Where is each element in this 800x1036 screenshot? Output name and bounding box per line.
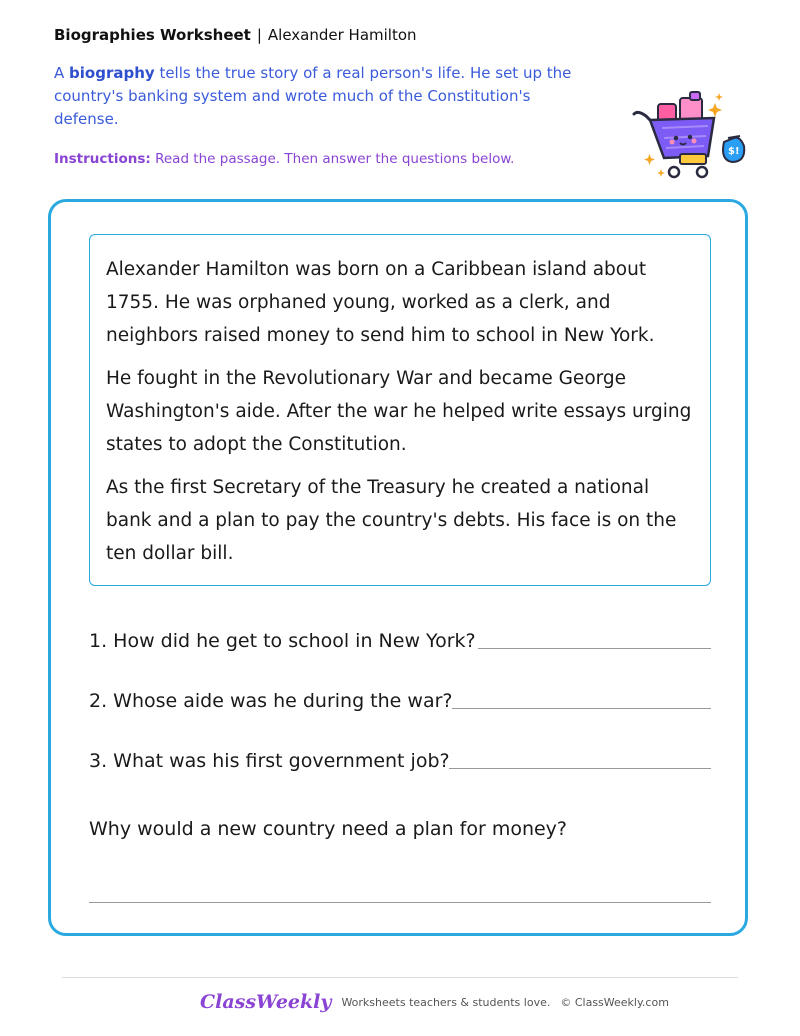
- passage-paragraph: Alexander Hamilton was born on a Caribbean island about 1755. He was orphaned young, worked as a clerk, and neighbors raised money to send him to school in New York.: [106, 259, 655, 346]
- answer-line-3[interactable]: [449, 768, 711, 769]
- passage-paragraph: As the first Secretary of the Treasury he created a national bank and a plan to pay the country's debts. His face is on the ten dollar bill.: [106, 477, 677, 564]
- instructions-text: Read the passage. Then answer the questions below.: [150, 151, 515, 167]
- intro-text: [54, 62, 594, 131]
- reading-passage: [89, 234, 711, 586]
- passage-paragraph: He fought in the Revolutionary War and became George Washington's aide. After the war he helped write essays urging states to adopt the Constitution.: [106, 368, 692, 455]
- footer-divider: [62, 977, 738, 978]
- footer-copyright: © ClassWeekly.com: [560, 995, 669, 1009]
- answer-line-1[interactable]: [478, 648, 711, 649]
- footer: [200, 988, 669, 1016]
- question-3: 3. What was his first government job?: [89, 750, 450, 772]
- instructions: [54, 151, 514, 167]
- answer-line-2[interactable]: [452, 708, 711, 709]
- footer-tagline: Worksheets teachers & students love.: [341, 995, 551, 1009]
- intro-prefix: A: [54, 64, 70, 82]
- worksheet-header: [54, 26, 417, 44]
- instructions-label: Instructions:: [54, 151, 151, 167]
- brand-logo: ClassWeekly: [200, 991, 332, 1013]
- svg-text:$!: $!: [728, 146, 740, 157]
- intro-term: biography: [69, 64, 155, 82]
- worksheet-subject: Alexander Hamilton: [267, 26, 417, 44]
- intro-body: tells the true story of a real person's life. He set up the country's banking system and wrote much of the Constitution's defense.: [54, 64, 572, 128]
- question-1: 1. How did he get to school in New York?: [89, 630, 476, 652]
- open-answer-line[interactable]: [89, 902, 711, 903]
- shopping-cart-icon: [628, 88, 754, 186]
- question-2: 2. Whose aide was he during the war?: [89, 690, 453, 712]
- header-separator: |: [256, 26, 262, 44]
- open-question: Why would a new country need a plan for money?: [89, 818, 568, 840]
- worksheet-title: Biographies Worksheet: [54, 26, 251, 44]
